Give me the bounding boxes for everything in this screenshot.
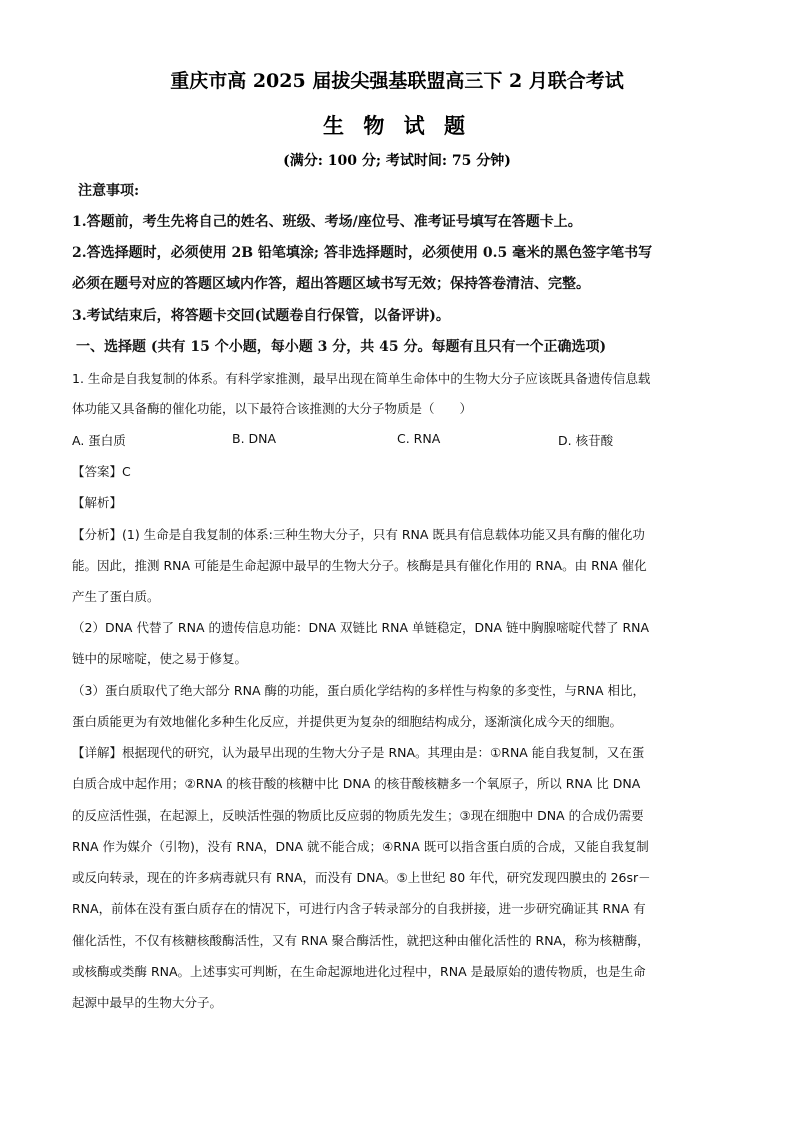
notice-heading: 注意事项: xyxy=(78,183,140,199)
option-a: A. 蛋白质 xyxy=(72,433,126,448)
section-heading: 一、选择题 (共有 15 个小题，每小题 3 分，共 45 分。每题有且只有一个正确选项) xyxy=(76,339,607,355)
option-b: B. DNA xyxy=(232,431,277,446)
analysis-line: RNA，前体在没有蛋白质存在的情况下，可进行内含子转录部分的自我拼接，进一步研究确证其 RNA 有 xyxy=(72,901,646,916)
answer-label: 【答案】 xyxy=(72,464,123,479)
analysis-line: 蛋白质能更为有效地催化多种生化反应，并提供更为复杂的细胞结构成分，逐渐演化成今天的细胞。 xyxy=(72,714,623,729)
analysis-line: 起源中最早的生物大分子。 xyxy=(72,995,223,1010)
exam-title: 重庆市高 2025 届拔尖强基联盟高三下 2 月联合考试 xyxy=(170,70,624,92)
option-c: C. RNA xyxy=(397,431,441,446)
option-d: D. 核苷酸 xyxy=(558,433,614,448)
analysis-line: （2）DNA 代替了 RNA 的遗传信息功能：DNA 双链比 RNA 单链稳定，DNA 链中胸腺嘧啶代替了 RNA xyxy=(72,620,650,635)
analysis-line: 产生了蛋白质。 xyxy=(72,589,160,604)
analysis-line: 【分析】(1) 生命是自我复制的体系:三种生物大分子，只有 RNA 既具有信息载体功能又具有酶的催化功 xyxy=(72,527,645,542)
answer-line xyxy=(72,462,732,482)
analysis-line: 或反向转录，现在的许多病毒就只有 RNA，而没有 DNA。⑤上世纪 80 年代，研究发现四膜虫的 26sr－ xyxy=(72,870,651,885)
notice-item: 3.考试结束后，将答题卡交回(试题卷自行保管，以备评讲)。 xyxy=(72,308,450,324)
notice-item: 必须在题号对应的答题区域内作答，超出答题区域书写无效；保持答卷清洁、完整。 xyxy=(72,276,590,292)
analysis-line: 或核酶或类酶 RNA。上述事实可判断，在生命起源地进化过程中，RNA 是最原始的遗传物质，也是生命 xyxy=(72,964,646,979)
question-text: 1. 生命是自我复制的体系。有科学家推测，最早出现在简单生命体中的生物大分子应该既具备遗传信息载 xyxy=(72,371,651,386)
subject-title: 生 物 试 题 xyxy=(323,113,471,138)
analysis-line: 链中的尿嘧啶，使之易于修复。 xyxy=(72,651,248,666)
analysis-label: 【解析】 xyxy=(72,495,123,510)
analysis-line: 【详解】根据现代的研究，认为最早出现的生物大分子是 RNA。其理由是：①RNA 能自我复制，又在蛋 xyxy=(72,745,645,760)
notice-item: 2.答选择题时，必须使用 2B 铅笔填涂; 答非选择题时，必须使用 0.5 毫米的黑色签字笔书写 xyxy=(72,245,653,261)
question-text: 体功能又具备酶的催化功能，以下最符合该推测的大分子物质是（ ） xyxy=(72,401,473,416)
analysis-line: 催化活性，不仅有核糖核酸酶活性，又有 RNA 聚合酶活性，就把这种由催化活性的 RNA，称为核糖酶， xyxy=(72,933,650,948)
analysis-line: 的反应活性强，在起源上，反映活性强的物质比反应弱的物质先发生；③现在细胞中 DNA 的合成仍需要 xyxy=(72,808,644,823)
analysis-line: （3）蛋白质取代了绝大部分 RNA 酶的功能，蛋白质化学结构的多样性与构象的多变性，与RNA 相比， xyxy=(72,683,646,698)
analysis-line: RNA 作为媒介（引物)，没有 RNA，DNA 就不能合成；④RNA 既可以指含蛋白质的合成，又能自我复制 xyxy=(72,839,649,854)
analysis-line: 白质合成中起作用；②RNA 的核苷酸的核糖中比 DNA 的核苷酸核糖多一个氧原子，所以 RNA 比 DNA xyxy=(72,776,641,791)
exam-meta: (满分: 100 分; 考试时间: 75 分钟) xyxy=(283,153,511,169)
analysis-line: 能。因此，推测 RNA 可能是生命起源中最早的生物大分子。核酶是具有催化作用的 RNA。由 RNA 催化 xyxy=(72,558,647,573)
answer-value: C xyxy=(122,464,131,479)
notice-item: 1.答题前，考生先将自己的姓名、班级、考场/座位号、准考证号填写在答题卡上。 xyxy=(72,214,582,230)
